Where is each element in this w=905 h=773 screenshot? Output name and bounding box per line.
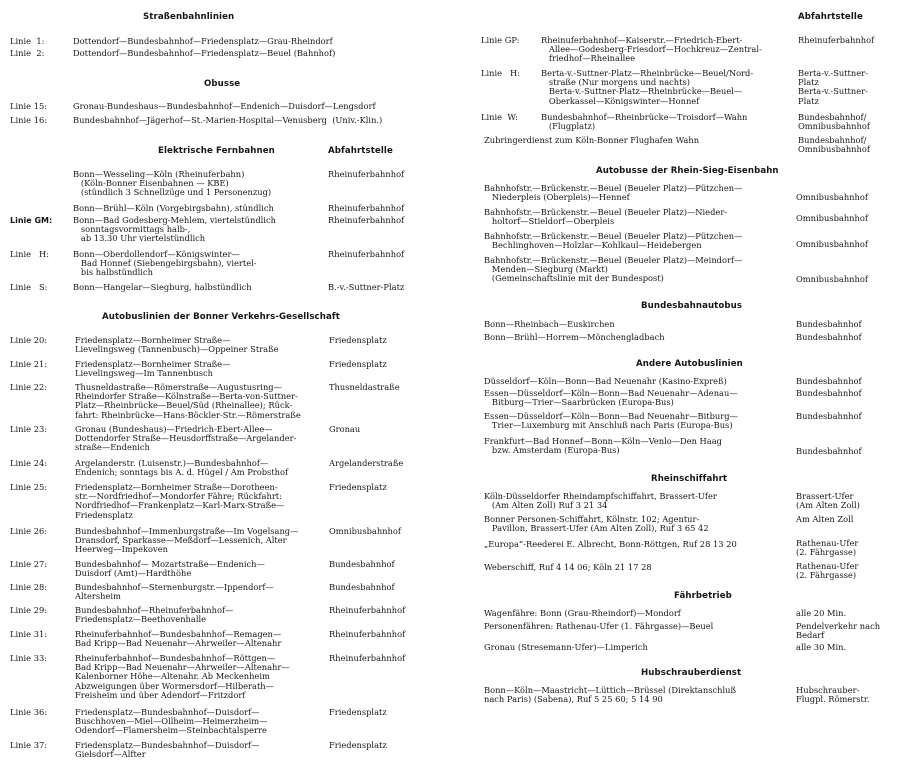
stop-column-heading: Abfahrtstelle xyxy=(328,146,393,156)
stop-text: Friedensplatz xyxy=(329,707,387,717)
route-text: Zubringerdienst zum Köln-Bonner Flughafen Wahn xyxy=(484,135,700,145)
stop-text: Omnibusbahnhof xyxy=(796,213,868,223)
section-heading-fernbahnen: Elektrische Fernbahnen xyxy=(158,146,275,156)
line-label: Linie 33: xyxy=(10,653,48,663)
stop-text: Rheinuferbahnhof xyxy=(328,249,405,259)
stop-text: alle 30 Min. xyxy=(796,642,847,652)
line-label: Linie 15: xyxy=(10,101,48,111)
line-label: Linie W: xyxy=(481,112,518,122)
route-text: Friedensplatz—Bornheimer Straße— Lievelingsweg (Tannenbusch)—Oppeiner Straße xyxy=(75,335,279,355)
section-heading-faehrbetrieb: Fährbetrieb xyxy=(674,591,732,601)
line-label: Linie H: xyxy=(481,68,521,78)
route-text: Gronau (Stresemann-Ufer)—Limperich xyxy=(484,642,648,652)
stop-text: Thusneldastraße xyxy=(329,382,400,392)
stop-text: Bundesbahnhof/ Omnibusbahnhof xyxy=(798,112,870,132)
stop-text: Bundesbahnhof xyxy=(796,319,862,329)
line-label: Linie 37: xyxy=(10,740,48,750)
line-label: Linie 16: xyxy=(10,115,48,125)
section-heading-andere: Andere Autobuslinien xyxy=(636,359,743,369)
line-label: Linie 1: xyxy=(10,36,45,46)
route-text: Bahnhofstr.—Brückenstr.—Beuel (Beueler Platz)—Pützchen— Bechlinghoven—Holzlar—Kohlkaul—Heidebergen xyxy=(484,231,743,251)
route-text: Bundesbahnhof—Jägerhof—St.-Marien-Hospital—Venusberg (Univ.-Klin.) xyxy=(73,115,383,125)
route-text: Bundesbahnhof— Mozartstraße—Endenich— Duisdorf (Amt)—Hardthöhe xyxy=(75,559,265,579)
stop-text: Bundesbahnhof xyxy=(796,388,862,398)
line-label: Linie 28: xyxy=(10,582,48,592)
line-label: Linie 23: xyxy=(10,424,48,434)
route-text: Dottendorf—Bundesbahnhof—Friedensplatz—Grau-Rheindorf xyxy=(73,36,333,46)
route-text: Friedensplatz—Bornheimer Straße—Dorotheen- str.—Nordfriedhof—Mondorfer Fähre; Rückfahrt: Nordfriedhof—Frankenplatz—Karl-Marx-Straße— Friedensplatz xyxy=(75,482,285,520)
line-label: Linie GP: xyxy=(481,35,520,45)
line-label: Linie 25: xyxy=(10,482,48,492)
route-text: Rheinuferbahnhof—Bundesbahnhof—Remagen— Bad Kripp—Bad Neuenahr—Ahrweiler—Altenahr xyxy=(75,629,282,649)
route-text: Bonn—Rheinbach—Euskirchen xyxy=(484,319,615,329)
line-label: Linie 31: xyxy=(10,629,48,639)
line-label: Linie 21: xyxy=(10,359,48,369)
route-text: Bonn—Oberdollendorf—Königswinter— Bad Honnef (Siebengebirgsbahn), viertel- bis halbstündlich xyxy=(73,249,257,278)
route-text: Bonn—Brühl—Horrem—Mönchengladbach xyxy=(484,332,665,342)
route-text: Gronau-Bundeshaus—Bundesbahnhof—Endenich—Duisdorf—Lengsdorf xyxy=(73,101,376,111)
line-label: Linie 29: xyxy=(10,605,48,615)
stop-text: Argelanderstraße xyxy=(329,458,404,468)
route-text: Weberschiff, Ruf 4 14 06; Köln 21 17 28 xyxy=(484,562,652,572)
stop-text: Bundesbahnhof/ Omnibusbahnhof xyxy=(798,135,870,155)
route-text: Berta-v.-Suttner-Platz—Rheinbrücke—Beuel/Nord- straße (Nur morgens und nachts) Berta-v.-Suttner-Platz—Rheinbrücke—Beuel— Oberkassel—Königswinter—Honnef xyxy=(541,68,754,106)
stop-text: Omnibusbahnhof xyxy=(329,526,401,536)
route-text: Bundesbahnhof—Sternenburgstr.—Ippendorf— Altersheim xyxy=(75,582,274,602)
route-text: „Europa“-Reederei E. Albrecht, Bonn-Röttgen, Ruf 28 13 20 xyxy=(484,539,737,549)
section-heading-rheinschiffahrt: Rheinschiffahrt xyxy=(651,474,728,484)
route-text: Bahnhofstr.—Brückenstr.—Beuel (Beueler Platz)—Meindorf— Menden—Siegburg (Markt) (Gemeinschaftslinie mit der Bundespost) xyxy=(484,255,743,284)
line-label: Linie GM: xyxy=(10,216,53,225)
route-text: Friedensplatz—Bundesbahnhof—Duisdorf— Buschhoven—Miel—Ollheim—Heimerzheim— Odendorf—Flamersheim—Steinbachtalsperre xyxy=(75,707,268,736)
route-text: Bundesbahnhof—Rheinuferbahnhof— Friedensplatz—Beethovenhalle xyxy=(75,605,234,625)
route-text: Friedensplatz—Bundesbahnhof—Duisdorf— Gielsdorf—Alfter xyxy=(75,740,260,760)
line-label: Linie 26: xyxy=(10,526,48,536)
section-heading-bundesbahnautobus: Bundesbahnautobus xyxy=(641,301,743,311)
route-text: Düsseldorf—Köln—Bonn—Bad Neuenahr (Kasino-Expreß) xyxy=(484,376,727,386)
section-heading-strassenbahn: Straßenbahnlinien xyxy=(143,12,235,22)
route-text: Rheinuferbahnhof—Kaiserstr.—Friedrich-Ebert- Allee—Godesberg-Friesdorf—Hochkreuz—Zentral- friedhof—Rheinallee xyxy=(541,35,762,64)
stop-text: Berta-v.-Suttner- Platz Berta-v.-Suttner- Platz xyxy=(798,68,868,106)
line-label: Linie 27: xyxy=(10,559,48,569)
stop-text: Bundesbahnhof xyxy=(796,446,862,456)
stop-text: Rheinuferbahnhof xyxy=(328,169,405,179)
route-text: Bonn—Köln—Maastricht—Lüttich—Brüssel (Direktanschluß nach Paris) (Sabena), Ruf 5 25 60; 5 14 90 xyxy=(484,685,737,705)
route-text: Wagenfähre: Bonn (Grau-Rheindorf)—Mondorf xyxy=(484,608,681,618)
stop-text: Rathenau-Ufer (2. Fährgasse) xyxy=(796,538,859,558)
route-text: Personenfähren: Rathenau-Ufer (1. Fährgasse)—Beuel xyxy=(484,621,714,631)
route-text: Bonn—Wesseling—Köln (Rheinuferbahn) (Köln-Bonner Eisenbahnen — KBE) (stündlich 3 Schnellzüge und 1 Personenzug) xyxy=(73,169,272,198)
route-text: Bahnhofstr.—Brückenstr.—Beuel (Beueler Platz)—Pützchen— Niederpleis (Oberpleis)—Hennef xyxy=(484,183,743,203)
stop-text: Pendelverkehr nach Bedarf xyxy=(796,621,881,641)
stop-text: Gronau xyxy=(329,424,361,434)
route-text: Rheinuferbahnhof—Bundesbahnhof—Röttgen— Bad Kripp—Bad Neuenahr—Ahrweiler—Altenahr— Kalenborner Höhe—Altenahr. Ab Meckenheim Abzweigungen über Wormersdorf—Hilberath— Freisheim und über Adendorf—Fritzdorf xyxy=(75,653,290,700)
stop-text: Rheinuferbahnhof xyxy=(328,215,405,225)
route-text: Bonn—Bad Godesberg-Mehlem, viertelstündlich sonntagsvormittags halb-, ab 13.30 Uhr viertelstündlich xyxy=(73,215,276,244)
stop-text: Bundesbahnhof xyxy=(796,411,862,421)
section-heading-autobus: Autobuslinien der Bonner Verkehrs-Gesellschaft xyxy=(102,312,340,322)
stop-column-heading: Abfahrtstelle xyxy=(798,12,863,22)
stop-text: Bundesbahnhof xyxy=(796,376,862,386)
route-text: Bahnhofstr.—Brückenstr.—Beuel (Beueler Platz)—Nieder- holtorf—Stieldorf—Oberpleis xyxy=(484,207,728,227)
stop-text: Am Alten Zoll xyxy=(796,514,854,524)
line-label: Linie 20: xyxy=(10,335,48,345)
line-label: Linie 36: xyxy=(10,707,48,717)
stop-text: Rathenau-Ufer (2. Fährgasse) xyxy=(796,561,859,581)
route-text: Bonn—Brühl—Köln (Vorgebirgsbahn), stündlich xyxy=(73,203,274,213)
stop-text: Rheinuferbahnhof xyxy=(329,653,406,663)
route-text: Gronau (Bundeshaus)—Friedrich-Ebert-Allee— Dottendorfer Straße—Heusdorffstraße—Argelander- straße—Endenich xyxy=(75,424,297,453)
section-heading-rheinsieg: Autobusse der Rhein-Sieg-Eisenbahn xyxy=(596,166,779,176)
line-label: Linie 22: xyxy=(10,382,48,392)
route-text: Köln-Düsseldorfer Rheindampfschiffahrt, Brassert-Ufer (Am Alten Zoll) Ruf 3 21 34 xyxy=(484,491,717,511)
stop-text: Omnibusbahnhof xyxy=(796,274,868,284)
stop-text: alle 20 Min. xyxy=(796,608,847,618)
stop-text: Friedensplatz xyxy=(329,482,387,492)
route-text: Bonner Personen-Schiffahrt, Kölnstr. 102; Agentur- Pavillon, Brassert-Ufer (Am Alten Zoll), Ruf 3 65 42 xyxy=(484,514,709,534)
stop-text: Friedensplatz xyxy=(329,335,387,345)
line-label: Linie H: xyxy=(10,249,50,259)
section-heading-hubschrauber: Hubschrauberdienst xyxy=(641,668,742,678)
stop-text: Omnibusbahnhof xyxy=(796,239,868,249)
stop-text: Bundesbahnhof xyxy=(329,582,395,592)
stop-text: Omnibusbahnhof xyxy=(796,192,868,202)
route-text: Essen—Düsseldorf—Köln—Bonn—Bad Neuenahr—Bitburg— Trier—Luxemburg mit Anschluß nach Paris (Europa-Bus) xyxy=(484,411,738,431)
route-text: Frankfurt—Bad Honnef—Bonn—Köln—Venlo—Den Haag bzw. Amsterdam (Europa-Bus) xyxy=(484,436,722,456)
stop-text: Hubschrauber- Flugpl. Römerstr. xyxy=(796,685,870,705)
route-text: Bundesbahnhof—Immenburgstraße—Im Vogelsang— Dransdorf, Sparkasse—Meßdorf—Lessenich, Alter Heerweg—Impekoven xyxy=(75,526,299,555)
route-text: Bonn—Hangelar—Siegburg, halbstündlich xyxy=(73,282,252,292)
stop-text: Brassert-Ufer (Am Alten Zoll) xyxy=(796,491,860,511)
section-heading-obusse: Obusse xyxy=(204,79,241,89)
line-label: Linie 24: xyxy=(10,458,48,468)
stop-text: B.-v.-Suttner-Platz xyxy=(328,282,405,292)
route-text: Essen—Düsseldorf—Köln—Bonn—Bad Neuenahr—Adenau— Bitburg—Trier—Saarbrücken (Europa-Bus) xyxy=(484,388,738,408)
line-label: Linie 2: xyxy=(10,48,45,58)
route-text: Dottendorf—Bundesbahnhof—Friedensplatz—Beuel (Bahnhof) xyxy=(73,48,336,58)
line-label: Linie S: xyxy=(10,282,48,292)
stop-text: Friedensplatz xyxy=(329,740,387,750)
stop-text: Bundesbahnhof xyxy=(329,559,395,569)
stop-text: Rheinuferbahnhof xyxy=(798,35,875,45)
stop-text: Rheinuferbahnhof xyxy=(329,629,406,639)
stop-text: Rheinuferbahnhof xyxy=(329,605,406,615)
route-text: Thusneldastraße—Römerstraße—Augustusring— Rheindorfer Straße—Kölnstraße—Berta-von-Suttner- Platz—Rheinbrücke—Beuel/Süd (Rheinallee); Rück- fahrt: Rheinbrücke—Hans-Böckler-Str.—Römerstraße xyxy=(75,382,301,420)
route-text: Argelanderstr. (Luisenstr.)—Bundesbahnhof— Endenich; sonntags bis A. d. Hügel / Am Probsthof xyxy=(75,458,289,478)
route-text: Bundesbahnhof—Rheinbrücke—Troisdorf—Wahn (Flugplatz) xyxy=(541,112,748,132)
stop-text: Bundesbahnhof xyxy=(796,332,862,342)
stop-text: Friedensplatz xyxy=(329,359,387,369)
stop-text: Rheinuferbahnhof xyxy=(328,203,405,213)
route-text: Friedensplatz—Bornheimer Straße— Lievelingsweg—Im Tannenbusch xyxy=(75,359,231,379)
